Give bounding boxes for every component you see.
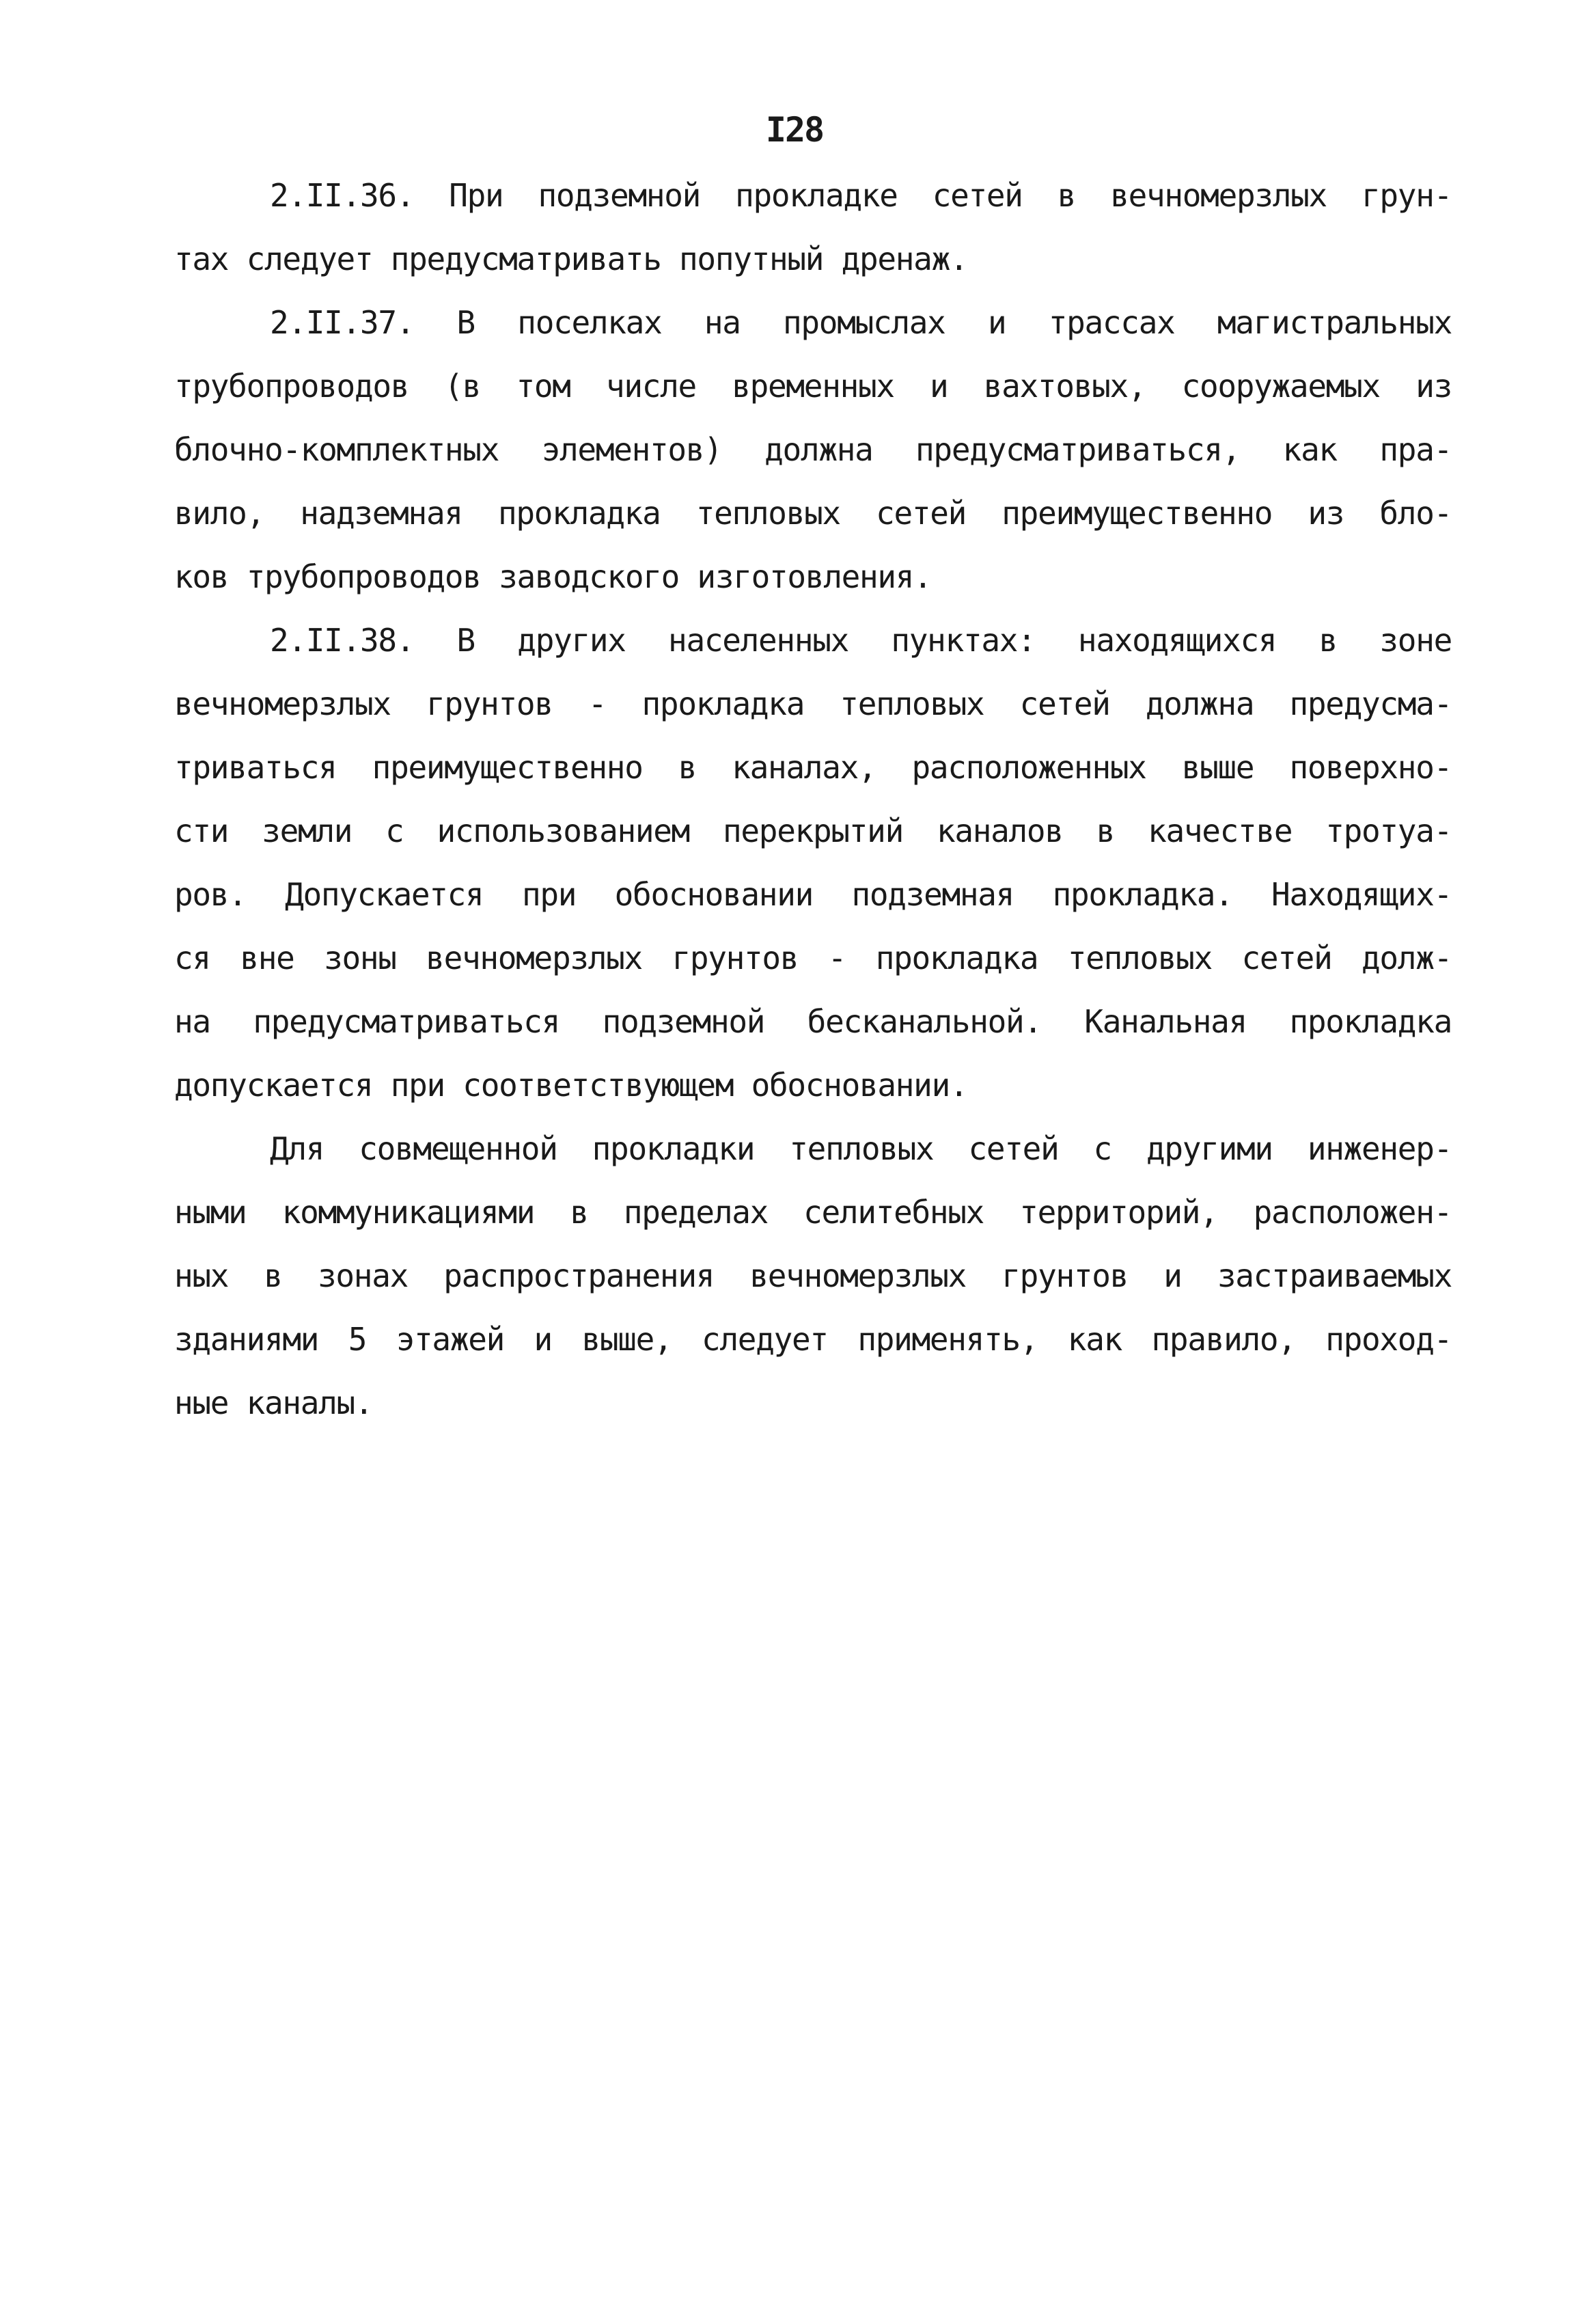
- text-line: триваться преимущественно в каналах, расположенных выше поверхно-: [174, 749, 1452, 786]
- text-line: вечномерзлых грунтов - прокладка тепловых сетей должна предусма-: [174, 685, 1452, 722]
- text-line: 2.II.37. В поселках на промыслах и трассах магистральных: [270, 304, 1452, 341]
- text-line: 2.II.36. При подземной прокладке сетей в вечномерзлых грун-: [270, 177, 1452, 214]
- text-line: ров. Допускается при обосновании подземная прокладка. Находящих-: [174, 876, 1452, 913]
- text-line: ные каналы.: [174, 1384, 373, 1421]
- text-line: ся вне зоны вечномерзлых грунтов - прокладка тепловых сетей долж-: [174, 940, 1452, 976]
- document-body: [174, 164, 1452, 1435]
- text-line: допускается при соответствующем обосновании.: [174, 1067, 968, 1104]
- text-line: тах следует предусматривать попутный дренаж.: [174, 241, 968, 277]
- text-line: Для совмещенной прокладки тепловых сетей с другими инженер-: [270, 1130, 1452, 1167]
- text-line: ков трубопроводов заводского изготовления.: [174, 558, 932, 595]
- text-line: трубопроводов (в том числе временных и вахтовых, сооружаемых из: [174, 368, 1452, 405]
- page-number: I28: [765, 110, 824, 150]
- text-line: ными коммуникациями в пределах селитебных территорий, расположен-: [174, 1194, 1452, 1231]
- text-line: зданиями 5 этажей и выше, следует применять, как правило, проход-: [174, 1321, 1452, 1358]
- text-line: ных в зонах распространения вечномерзлых грунтов и застраиваемых: [174, 1257, 1452, 1294]
- text-line: на предусматриваться подземной бесканальной. Канальная прокладка: [174, 1003, 1452, 1040]
- text-line: 2.II.38. В других населенных пунктах: находящихся в зоне: [270, 622, 1452, 659]
- text-line: вило, надземная прокладка тепловых сетей преимущественно из бло-: [174, 495, 1452, 532]
- text-line: сти земли с использованием перекрытий каналов в качестве тротуа-: [174, 812, 1452, 849]
- text-line: блочно-комплектных элементов) должна предусматриваться, как пра-: [174, 431, 1452, 468]
